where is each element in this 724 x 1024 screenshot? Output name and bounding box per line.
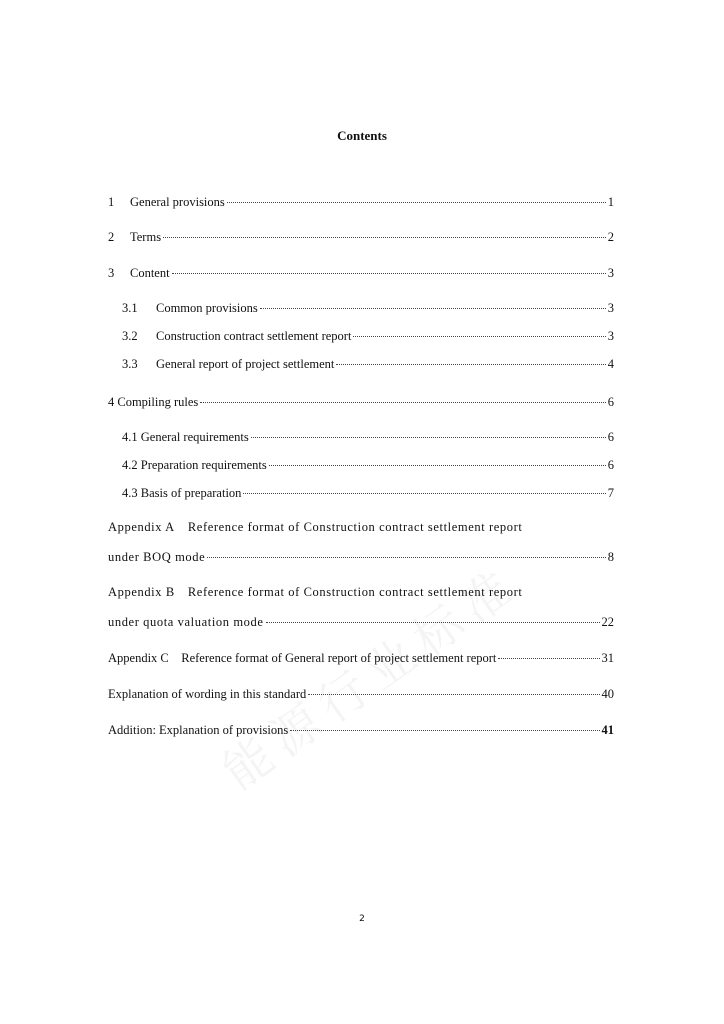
toc-entry-construction-contract-settlement-report[interactable] — [122, 328, 614, 344]
toc-entry-appendix-a-title[interactable]: Appendix A Reference format of Construction contract settlement report — [108, 520, 523, 534]
dot-leader — [353, 335, 605, 337]
toc-label: General report of project settlement — [156, 357, 335, 371]
toc-entry-basis-of-preparation[interactable] — [122, 485, 614, 501]
dot-leader — [266, 621, 600, 623]
toc-number: 3.3 — [122, 357, 138, 371]
toc-entry-compiling-rules[interactable] — [108, 394, 614, 410]
toc-entry-appendix-b[interactable] — [108, 614, 614, 630]
toc-page: 4 — [607, 357, 614, 371]
dot-leader — [200, 401, 605, 403]
toc-page: 3 — [607, 301, 614, 315]
toc-page: 8 — [607, 550, 614, 564]
toc-label: Addition: Explanation of provisions — [108, 723, 289, 737]
toc-label: Content — [130, 266, 170, 280]
dot-leader — [243, 492, 605, 494]
toc-entry-general-requirements[interactable] — [122, 429, 614, 445]
toc-label: Appendix C Reference format of General report of project settlement report — [108, 651, 497, 665]
page-number: 2 — [359, 914, 365, 924]
toc-label: 4.3 Basis of preparation — [122, 486, 242, 500]
toc-label: Terms — [130, 230, 162, 244]
dot-leader — [308, 693, 599, 695]
toc-entry-appendix-c[interactable] — [108, 650, 614, 666]
toc-entry-common-provisions[interactable] — [122, 300, 614, 316]
toc-page: 7 — [607, 486, 614, 500]
toc-page: 41 — [601, 723, 614, 737]
dot-leader — [336, 363, 605, 365]
toc-number: 2 — [108, 230, 115, 244]
toc-label: General provisions — [130, 195, 225, 209]
toc-entry-general-provisions[interactable] — [108, 194, 614, 210]
contents-title: Contents — [337, 128, 387, 143]
toc-page: 1 — [607, 195, 614, 209]
toc-page: 2 — [607, 230, 614, 244]
dot-leader — [227, 201, 606, 203]
toc-label: Construction contract settlement report — [156, 329, 352, 343]
toc-entry-preparation-requirements[interactable] — [122, 457, 614, 473]
toc-label: 4.1 General requirements — [122, 430, 249, 444]
dot-leader — [290, 729, 599, 731]
toc-number: 3.1 — [122, 301, 138, 315]
dot-leader — [251, 436, 606, 438]
toc-entry-general-report-project-settlement[interactable] — [122, 356, 614, 372]
toc-page: 6 — [607, 395, 614, 409]
toc-page: 6 — [607, 430, 614, 444]
dot-leader — [163, 236, 606, 238]
toc-label: under quota valuation mode — [108, 615, 264, 629]
toc-label: Explanation of wording in this standard — [108, 687, 307, 701]
toc-page: 31 — [601, 651, 614, 665]
toc-entry-terms[interactable] — [108, 229, 614, 245]
toc-entry-appendix-a[interactable] — [108, 549, 614, 565]
dot-leader — [498, 657, 599, 659]
toc-number: 3 — [108, 266, 115, 280]
toc-label: 4.2 Preparation requirements — [122, 458, 267, 472]
toc-entry-explanation-of-wording[interactable] — [108, 686, 614, 702]
toc-page: 3 — [607, 329, 614, 343]
toc-label: under BOQ mode — [108, 550, 206, 564]
dot-leader — [269, 464, 606, 466]
toc-page: 40 — [601, 687, 614, 701]
toc-page: 3 — [607, 266, 614, 280]
toc-entry-appendix-b-title[interactable]: Appendix B Reference format of Construction contract settlement report — [108, 585, 523, 599]
dot-leader — [207, 556, 605, 558]
toc-label: 4 Compiling rules — [108, 395, 199, 409]
toc-entry-addition-explanation-of-provisions[interactable] — [108, 722, 614, 738]
dot-leader — [260, 307, 606, 309]
dot-leader — [172, 272, 606, 274]
toc-entry-content[interactable] — [108, 265, 614, 281]
toc-label: Common provisions — [156, 301, 258, 315]
toc-page: 6 — [607, 458, 614, 472]
toc-number: 3.2 — [122, 329, 138, 343]
toc-number: 1 — [108, 195, 115, 209]
toc-page: 22 — [601, 615, 614, 629]
